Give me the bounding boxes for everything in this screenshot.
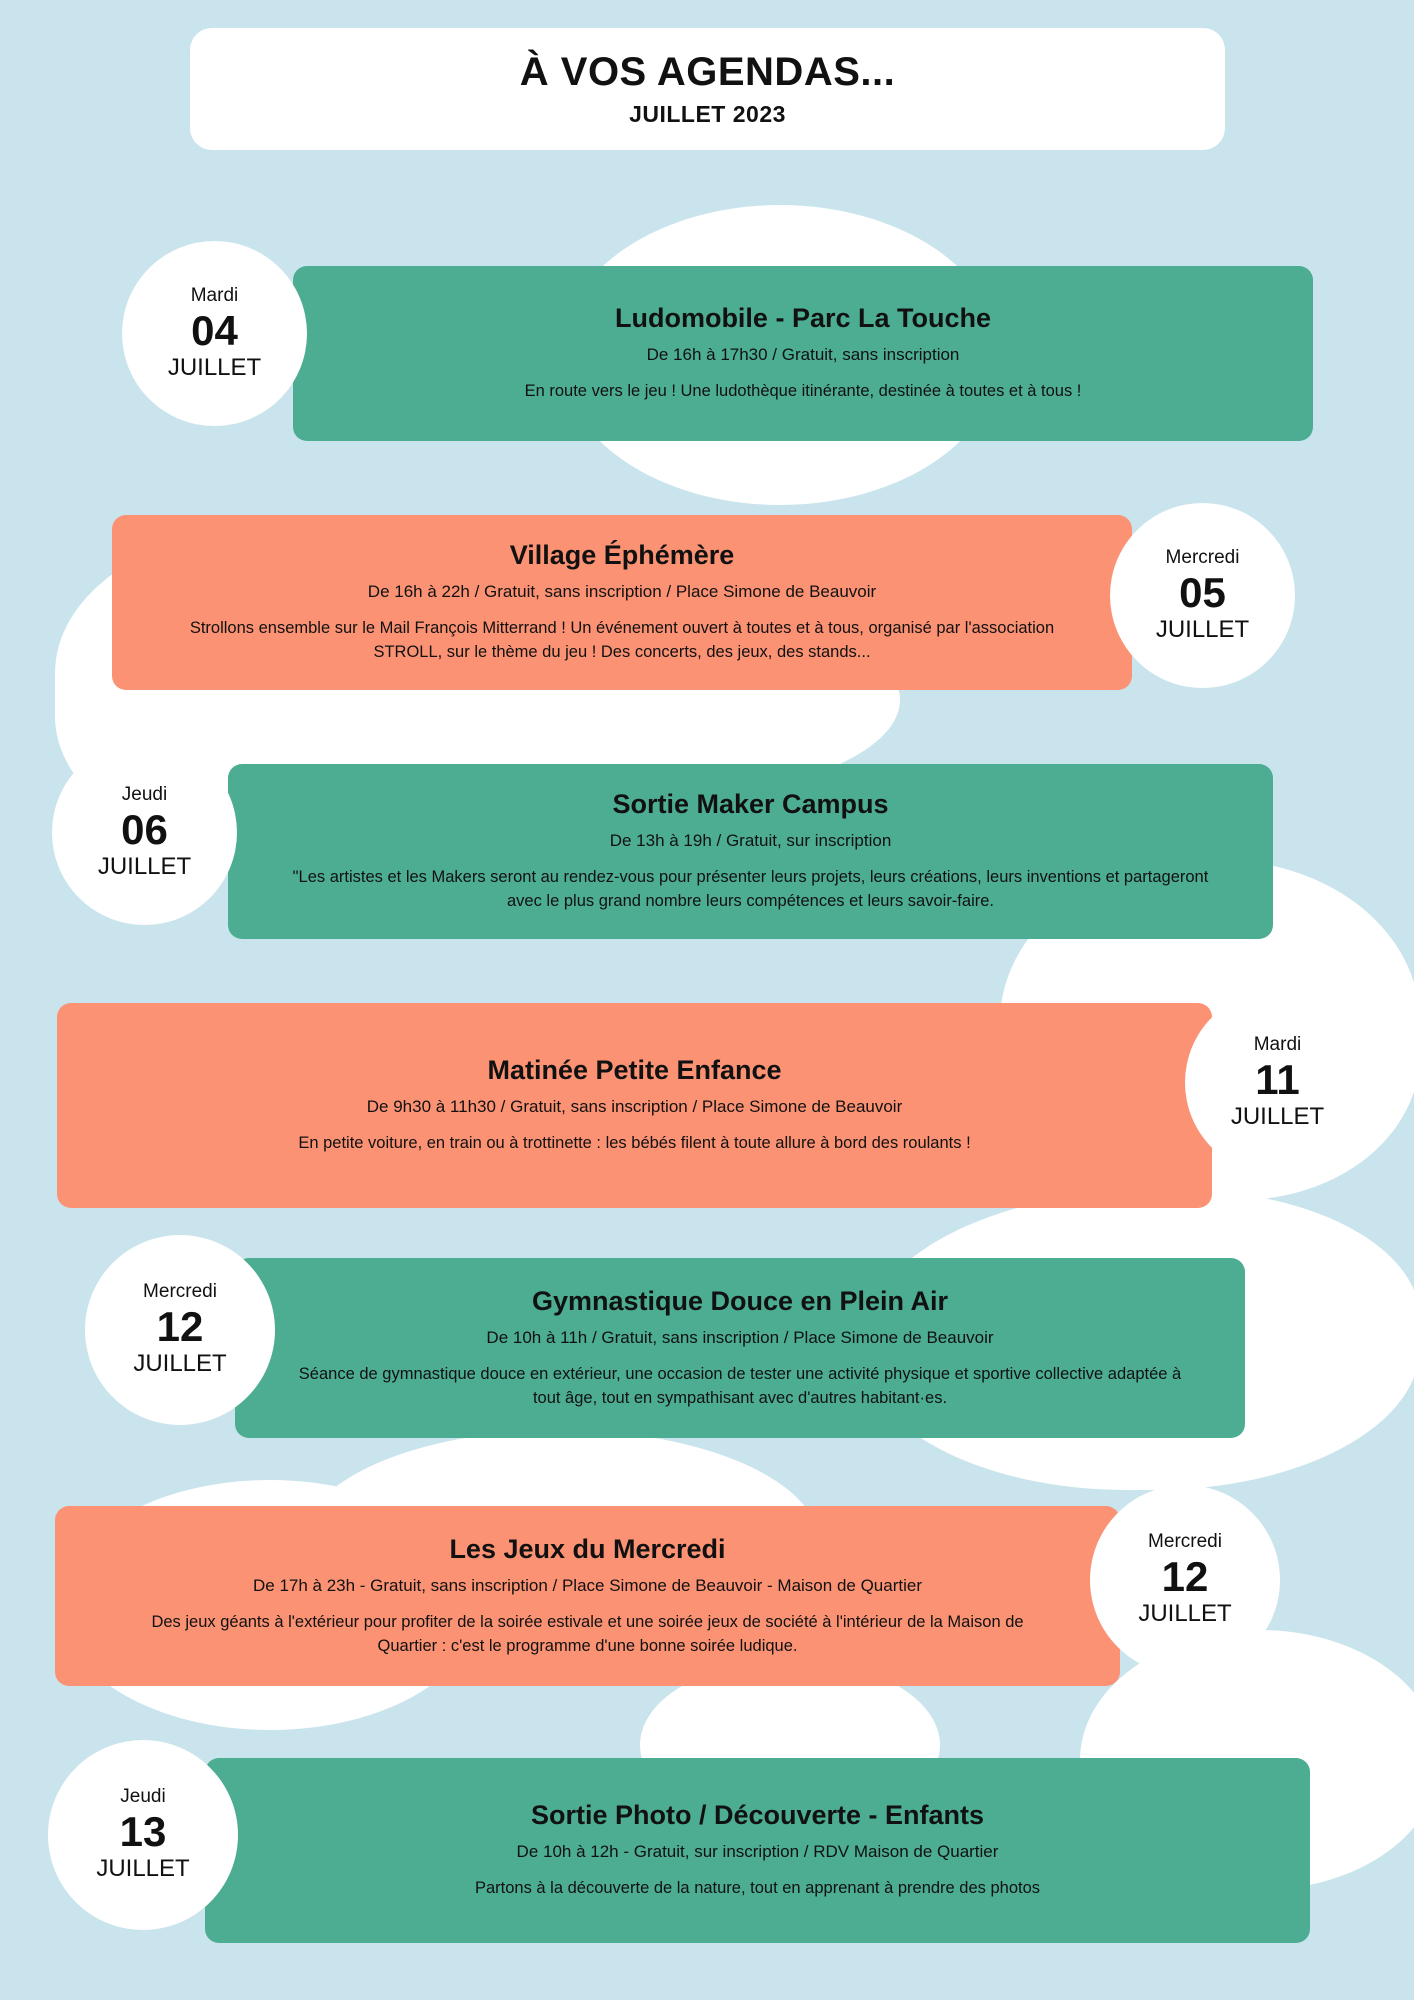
date-weekday: Mardi xyxy=(1253,1033,1302,1055)
date-month: JUILLET xyxy=(167,353,262,381)
event-meta: De 10h à 12h - Gratuit, sur inscription / RDV Maison de Quartier xyxy=(516,1842,999,1862)
date-month: JUILLET xyxy=(1155,615,1250,643)
event-description: Partons à la découverte de la nature, tout en apprenant à prendre des photos xyxy=(474,1879,1041,1898)
date-month: JUILLET xyxy=(96,1855,190,1883)
event-title: Village Éphémère xyxy=(509,540,735,570)
date-weekday: Jeudi xyxy=(120,1786,166,1808)
event-title: Ludomobile - Parc La Touche xyxy=(614,302,992,333)
event-description: En petite voiture, en train ou à trottinette : les bébés filent à toute allure à bord des roulants ! xyxy=(298,1134,971,1153)
event-meta: De 16h à 17h30 / Gratuit, sans inscription xyxy=(646,345,960,365)
event-card xyxy=(112,515,1132,690)
event-date-bubble xyxy=(52,740,237,925)
event-card xyxy=(228,764,1273,939)
event-description: Séance de gymnastique douce en extérieur, une occasion de tester une activité physique et sportive collective adaptée à tout âge, tout en sympathisant avec d'autres habitant·es. xyxy=(298,1364,1182,1407)
event-meta: De 10h à 11h / Gratuit, sans inscription / Place Simone de Beauvoir xyxy=(486,1327,994,1347)
event-meta: De 16h à 22h / Gratuit, sans inscription / Place Simone de Beauvoir xyxy=(367,582,877,602)
event-title: Sortie Photo / Découverte - Enfants xyxy=(530,1799,985,1830)
event-description: Strollons ensemble sur le Mail François Mitterrand ! Un événement ouvert à toutes et à tous, organisé par l'association STROLL, sur le thème du jeu ! Des concerts, des jeux, des stands... xyxy=(189,619,1055,662)
event-date-bubble xyxy=(1185,990,1370,1175)
date-day: 05 xyxy=(1179,568,1226,616)
event-card xyxy=(235,1258,1245,1438)
page-header xyxy=(190,28,1225,150)
date-day: 12 xyxy=(1161,1553,1209,1601)
event-card xyxy=(57,1003,1212,1208)
event-card xyxy=(205,1758,1310,1943)
event-card xyxy=(293,266,1313,441)
event-title: Gymnastique Douce en Plein Air xyxy=(531,1285,949,1316)
date-month: JUILLET xyxy=(133,1350,227,1378)
date-day: 12 xyxy=(156,1303,204,1351)
event-meta: De 13h à 19h / Gratuit, sur inscription xyxy=(609,831,892,851)
date-weekday: Mardi xyxy=(190,284,239,306)
date-weekday: Jeudi xyxy=(121,783,168,805)
date-weekday: Mercredi xyxy=(143,1281,217,1303)
page-title: À VOS AGENDAS... xyxy=(519,50,896,94)
event-date-bubble xyxy=(85,1235,275,1425)
event-card xyxy=(55,1506,1120,1686)
date-month: JUILLET xyxy=(97,852,192,880)
date-day: 06 xyxy=(121,805,168,853)
event-date-bubble xyxy=(122,241,307,426)
date-month: JUILLET xyxy=(1230,1102,1325,1130)
event-date-bubble xyxy=(48,1740,238,1930)
date-day: 04 xyxy=(191,306,238,354)
event-title: Les Jeux du Mercredi xyxy=(449,1533,726,1564)
page-subtitle: JUILLET 2023 xyxy=(629,101,786,127)
date-day: 11 xyxy=(1255,1055,1300,1103)
date-day: 13 xyxy=(119,1808,167,1856)
date-weekday: Mercredi xyxy=(1165,546,1240,568)
event-description: "Les artistes et les Makers seront au rendez-vous pour présenter leurs projets, leurs créations, leurs inventions et partageront avec le plus grand nombre leurs compétences et leurs savoir-faire. xyxy=(292,868,1209,911)
event-meta: De 9h30 à 11h30 / Gratuit, sans inscription / Place Simone de Beauvoir xyxy=(366,1097,903,1117)
event-meta: De 17h à 23h - Gratuit, sans inscription / Place Simone de Beauvoir - Maison de Quartier xyxy=(252,1575,922,1595)
event-description: Des jeux géants à l'extérieur pour profiter de la soirée estivale et une soirée jeux de société à l'intérieur de la Maison de Quartier : c'est le programme d'une bonne soirée ludique. xyxy=(151,1612,1024,1655)
event-title: Sortie Maker Campus xyxy=(612,789,889,819)
event-title: Matinée Petite Enfance xyxy=(487,1054,782,1085)
date-month: JUILLET xyxy=(1138,1600,1232,1628)
event-description: En route vers le jeu ! Une ludothèque itinérante, destinée à toutes et à tous ! xyxy=(524,382,1082,401)
event-date-bubble xyxy=(1110,503,1295,688)
event-date-bubble xyxy=(1090,1485,1280,1675)
date-weekday: Mercredi xyxy=(1148,1531,1222,1553)
